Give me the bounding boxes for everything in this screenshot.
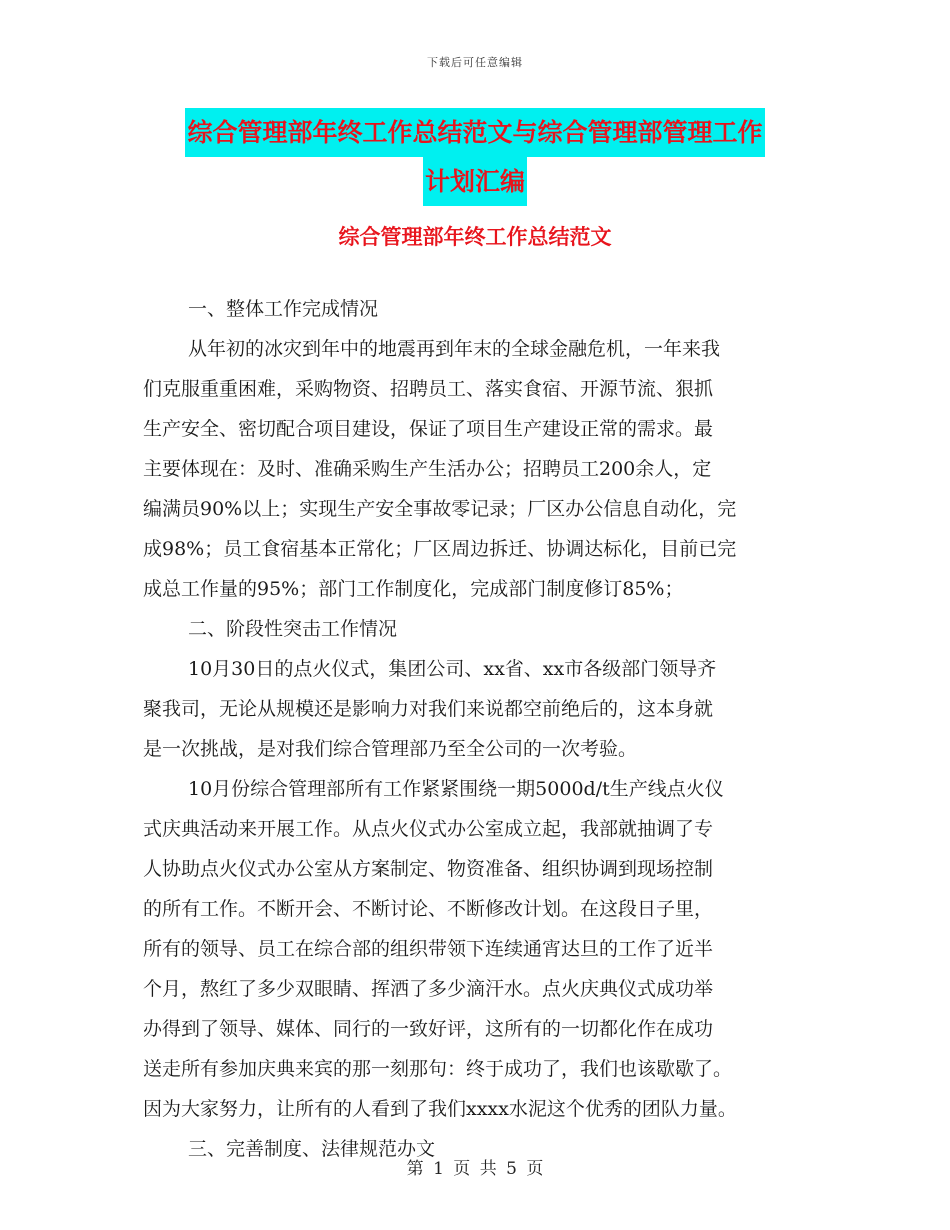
text-line: 办得到了领导、媒体、同行的一致好评，这所有的一切都化作在成功 [143,1018,714,1040]
text-line: 从年初的冰灾到年中的地震再到年末的全球金融危机，一年来我 [188,338,721,360]
text-line: 因为大家努力，让所有的人看到了我们xxxx水泥这个优秀的团队力量。 [143,1098,737,1120]
text-line: 的所有工作。不断开会、不断讨论、不断修改计划。在这段日子里， [143,898,714,920]
page-header: 下载后可任意编辑 [427,56,523,69]
text-line: 成98%；员工食宿基本正常化；厂区周边拆迁、协调达标化，目前已完 [143,538,737,560]
text-line: 聚我司，无论从规模还是影响力对我们来说都空前绝后的，这本身就 [143,698,714,720]
text-line: 人协助点火仪式办公室从方案制定、物资准备、组织协调到现场控制 [143,858,714,880]
text-line: 生产安全、密切配合项目建设，保证了项目生产建设正常的需求。最 [143,418,714,440]
text-line: 主要体现在：及时、准确采购生产生活办公；招聘员工200余人，定 [143,458,712,480]
text-line: 三、完善制度、法律规范办文 [188,1138,436,1160]
document-title [0,108,950,206]
text-line: 10月30日的点火仪式，集团公司、xx省、xx市各级部门领导齐 [188,658,717,680]
text-line: 成总工作量的95%；部门工作制度化，完成部门制度修订85%； [143,578,684,600]
text-line: 们克服重重困难，采购物资、招聘员工、落实食宿、开源节流、狠抓 [143,378,714,400]
text-line: 10月份综合管理部所有工作紧紧围绕一期5000d/t生产线点火仪 [188,778,724,800]
page-footer: 第 1 页 共 5 页 [406,1159,544,1179]
document-title-line-2: 计划汇编 [423,157,527,206]
document-title-line-1: 综合管理部年终工作总结范文与综合管理部管理工作 [185,108,764,157]
document-body [0,289,950,1169]
text-line: 送走所有参加庆典来宾的那一刻那句：终于成功了，我们也该歇歇了。 [143,1058,733,1080]
text-line: 编满员90%以上；实现生产安全事故零记录；厂区办公信息自动化，完 [143,498,737,520]
text-line: 一、整体工作完成情况 [188,298,379,320]
text-line: 式庆典活动来开展工作。从点火仪式办公室成立起，我部就抽调了专 [143,818,714,840]
text-line: 是一次挑战，是对我们综合管理部乃至全公司的一次考验。 [143,738,638,760]
section-title: 综合管理部年终工作总结范文 [338,225,612,249]
text-line: 所有的领导、员工在综合部的组织带领下连续通宵达旦的工作了近半 [143,938,714,960]
text-line: 二、阶段性突击工作情况 [188,618,398,640]
text-line: 个月，熬红了多少双眼睛、挥洒了多少滴汗水。点火庆典仪式成功举 [143,978,714,1000]
